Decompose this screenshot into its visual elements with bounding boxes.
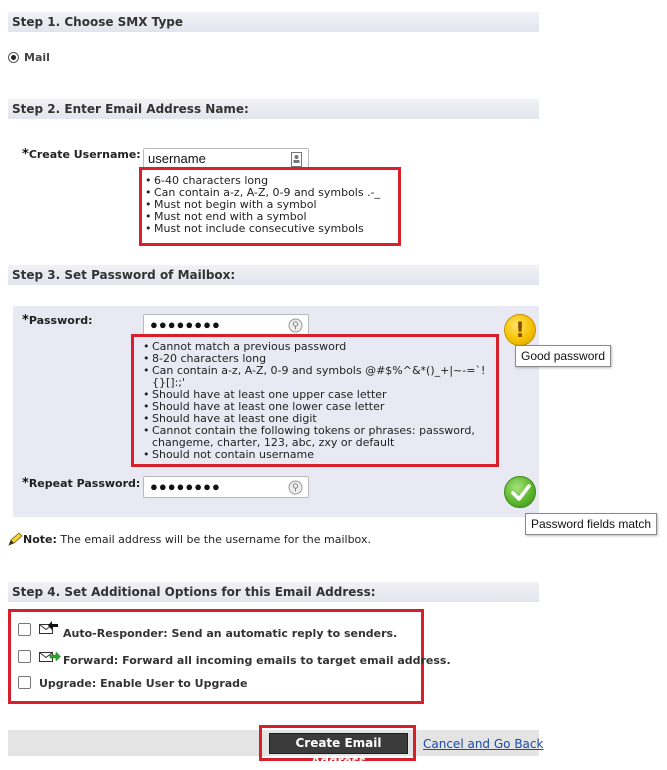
password-key-icon	[288, 480, 303, 495]
username-rules-list	[142, 170, 398, 235]
repeat-password-label: *Repeat Password:	[22, 476, 141, 491]
mail-radio[interactable]	[8, 52, 19, 63]
list-item: • 6-40 characters long	[144, 175, 398, 187]
list-item: • Cannot match a previous password	[142, 341, 492, 353]
password-match-tooltip: Password fields match	[525, 513, 657, 535]
note	[23, 533, 371, 546]
forward-checkbox[interactable]	[18, 650, 31, 663]
step3-header	[8, 265, 539, 285]
step1-header	[8, 12, 539, 32]
auto-responder-icon	[39, 621, 59, 635]
upgrade-label: Upgrade: Enable User to Upgrade	[39, 677, 248, 690]
list-item: • Must not begin with a symbol	[144, 199, 398, 211]
repeat-password-input[interactable]	[143, 476, 309, 498]
step3-title: Step 3. Set Password of Mailbox:	[12, 268, 236, 282]
forward-label: Forward: Forward all incoming emails to target email address.	[63, 654, 451, 667]
cancel-link[interactable]: Cancel and Go Back	[423, 737, 544, 751]
password-value: ●●●●●●●●	[150, 317, 221, 332]
list-item: • Should not contain username	[142, 449, 492, 461]
list-item: • 8-20 characters long	[142, 353, 492, 365]
create-email-address-button[interactable]: Create Email Address	[269, 733, 408, 754]
password-strength-tooltip: Good password	[515, 345, 611, 367]
list-item: • Cannot contain the following tokens or phrases: password, changeme, charter, 123, abc, zxy or default	[142, 425, 492, 449]
note-pencil-icon	[7, 532, 23, 547]
step4-title: Step 4. Set Additional Options for this Email Address:	[12, 585, 376, 599]
username-value: username	[148, 151, 206, 166]
password-key-icon	[288, 318, 303, 333]
username-label: *Create Username:	[22, 147, 141, 162]
list-item: • Should have at least one lower case letter	[142, 401, 492, 413]
note-label: Note:	[23, 533, 57, 546]
step1-title: Step 1. Choose SMX Type	[12, 15, 183, 29]
auto-responder-checkbox[interactable]	[18, 623, 31, 636]
password-input[interactable]	[143, 314, 309, 336]
upgrade-checkbox[interactable]	[18, 676, 31, 689]
list-item: • Must not end with a symbol	[144, 211, 398, 223]
list-item: • Can contain a-z, A-Z, 0-9 and symbols .-_	[144, 187, 398, 199]
list-item: • Should have at least one upper case letter	[142, 389, 492, 401]
password-label: *Password:	[22, 313, 93, 328]
username-rules-box	[139, 167, 401, 246]
step2-title: Step 2. Enter Email Address Name:	[12, 102, 249, 116]
step2-header	[8, 99, 539, 119]
note-text: The email address will be the username for the mailbox.	[60, 533, 371, 546]
list-item: • Can contain a-z, A-Z, 0-9 and symbols @#$%^&*()_+|~-=`!{}[]:;'	[142, 365, 492, 389]
list-item: • Must not include consecutive symbols	[144, 223, 398, 235]
password-rules-box	[131, 334, 499, 467]
warning-icon: !	[504, 314, 536, 346]
password-rules-list	[134, 337, 496, 461]
contact-card-icon	[291, 152, 302, 167]
list-item: • Should have at least one digit	[142, 413, 492, 425]
repeat-password-value: ●●●●●●●●	[150, 479, 221, 494]
auto-responder-label: Auto-Responder: Send an automatic reply to senders.	[63, 627, 398, 640]
step4-header	[8, 582, 539, 602]
checkmark-icon	[504, 476, 536, 508]
forward-icon	[39, 650, 61, 664]
mail-radio-label: Mail	[24, 51, 50, 64]
